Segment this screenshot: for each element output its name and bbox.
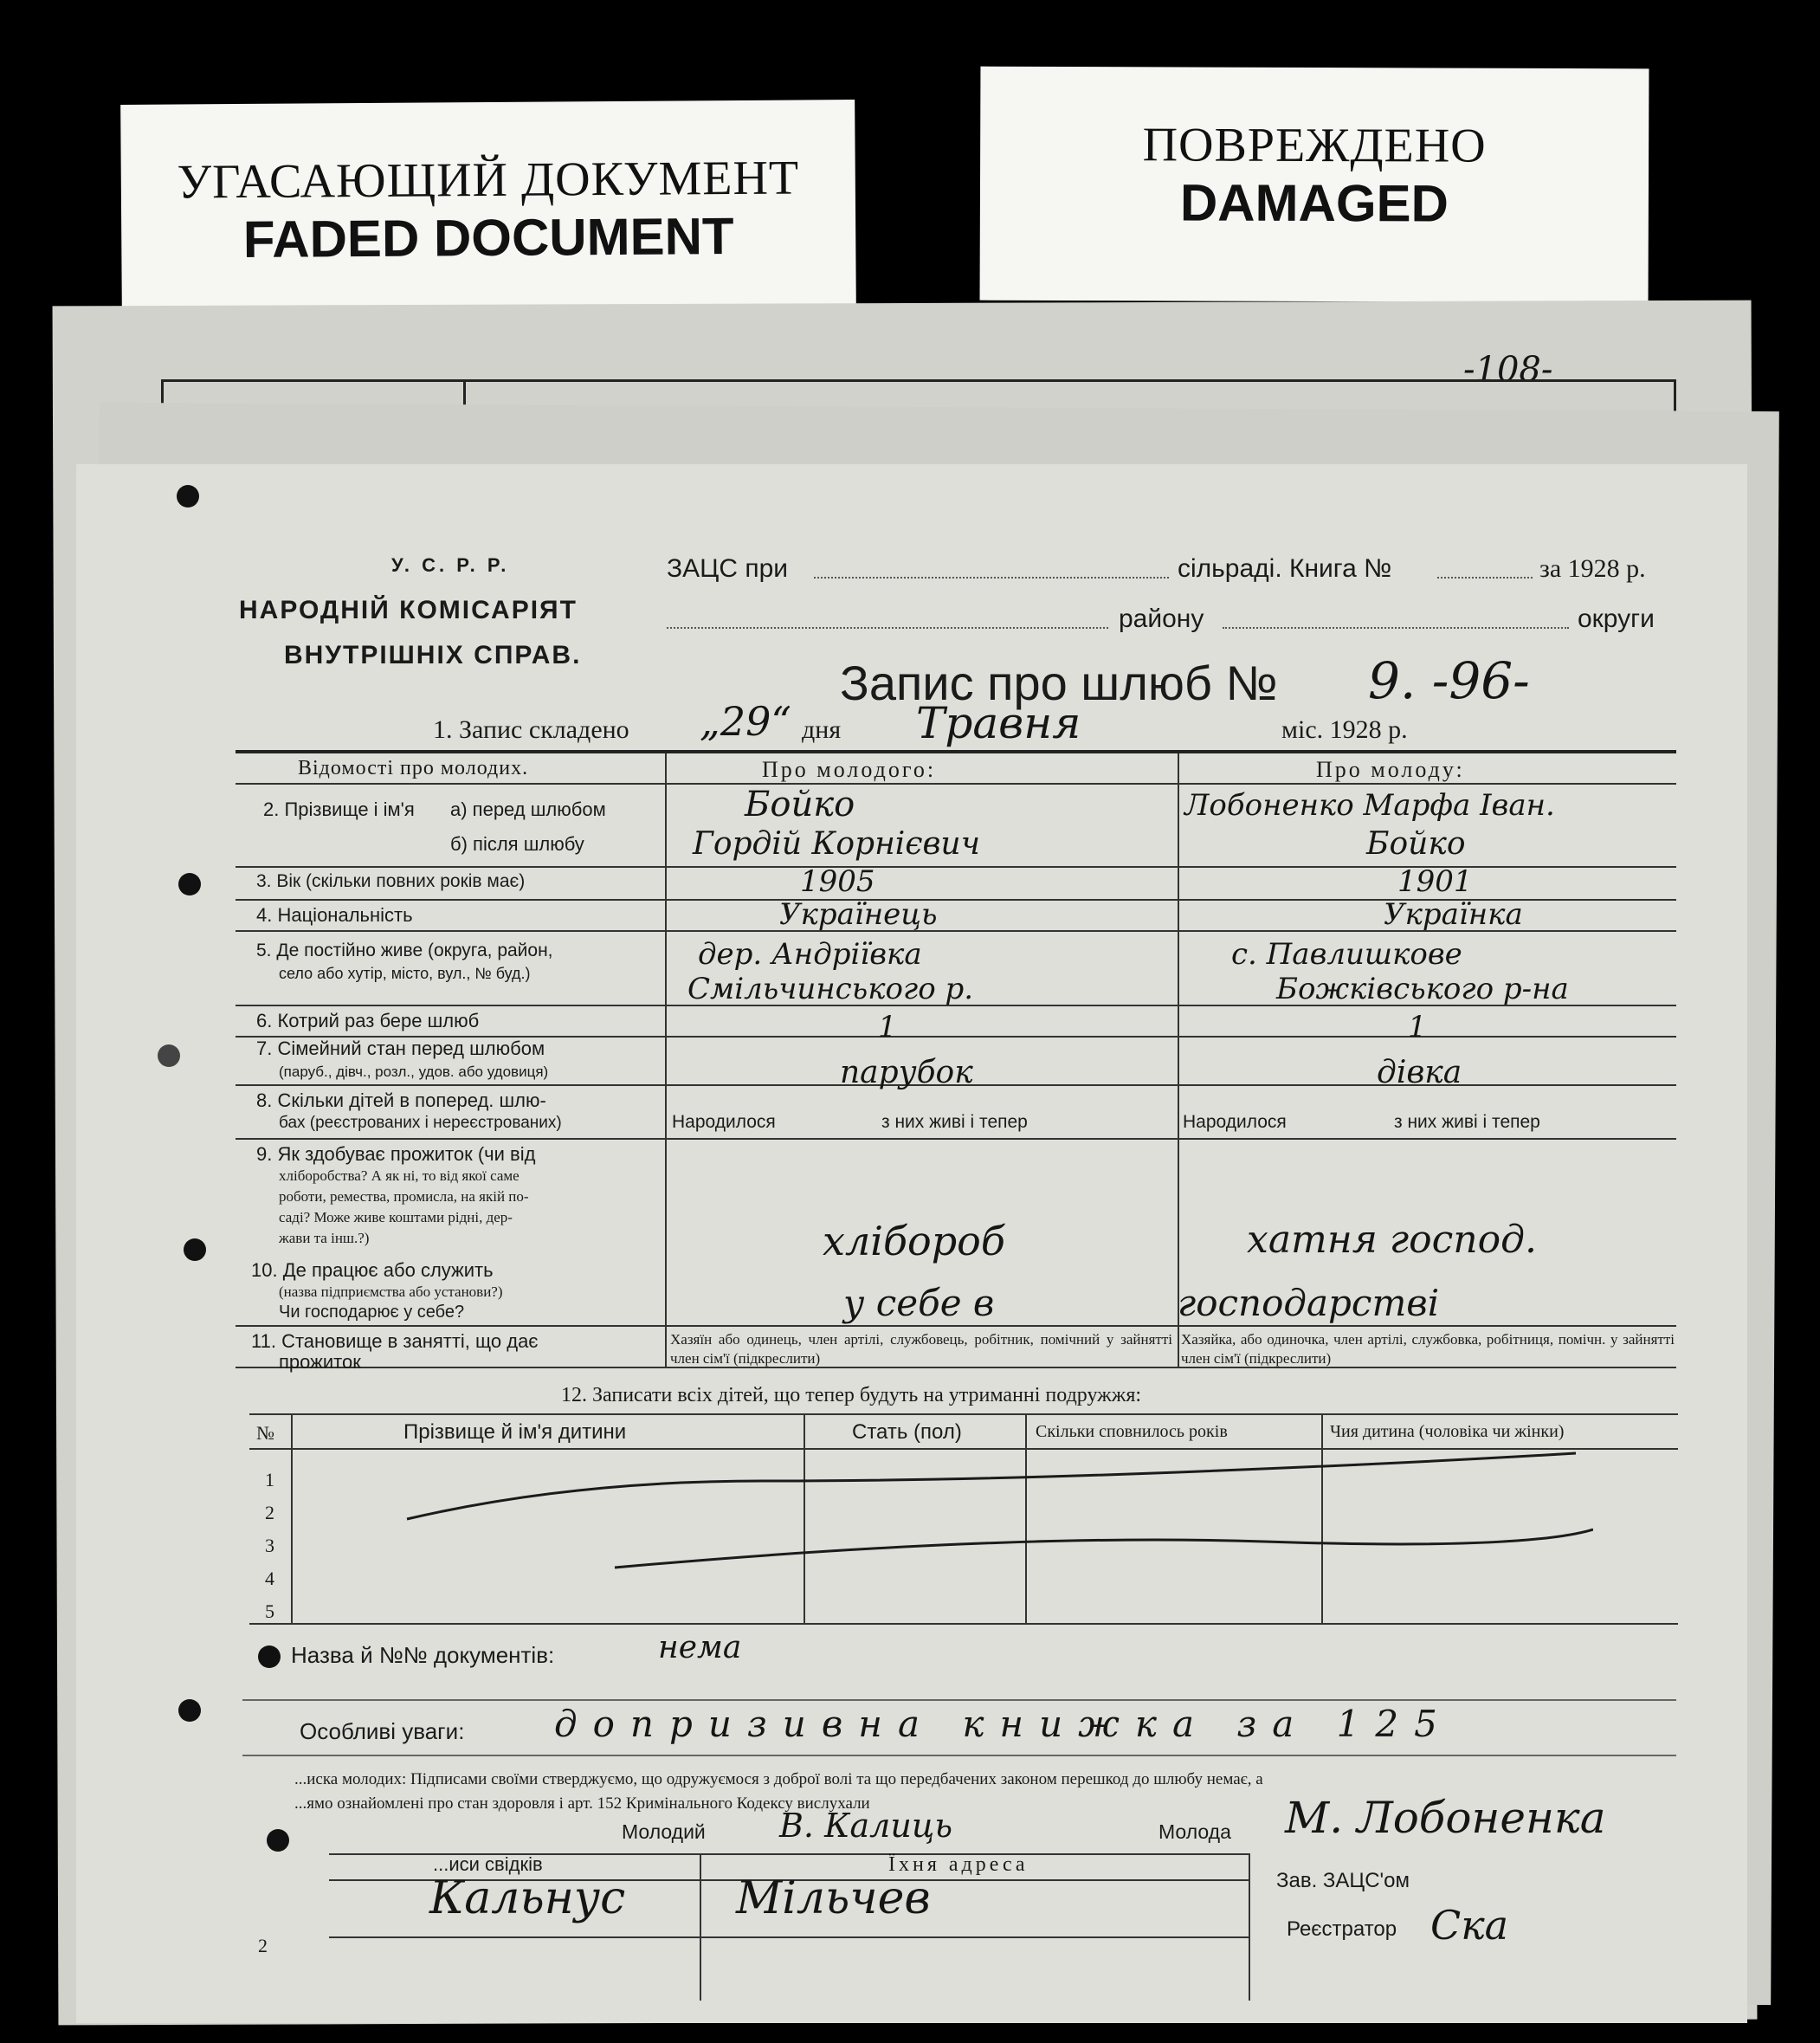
row5-sub: село або хутір, місто, вул., № буд.) bbox=[279, 965, 531, 982]
groom-age: 1905 bbox=[800, 864, 875, 899]
row5-label: 5. Де постійно живе (округа, район, bbox=[256, 941, 553, 960]
damaged-card bbox=[980, 67, 1649, 303]
groom-nationality: Українець bbox=[779, 897, 938, 932]
children-col-whose: Чия дитина (чоловіка чи жінки) bbox=[1330, 1422, 1565, 1441]
bride-occupation-hint: Хазяйка, або одиночка, член артілі, службовка, робітниця, помічн. у зайнятті член сім'ї (підкреслити) bbox=[1181, 1331, 1675, 1367]
witness1-signature: Кальнус bbox=[429, 1872, 626, 1924]
groom-marriage-count: 1 bbox=[878, 1010, 897, 1044]
groom-residence-2: Смільчинського р. bbox=[687, 972, 974, 1006]
bride-surname-before: Лобоненко Марфа Іван. bbox=[1184, 788, 1555, 823]
col-bride-header: Про молоду: bbox=[1316, 757, 1465, 782]
registrar-label: Реєстратор bbox=[1287, 1917, 1397, 1941]
row9-label: 9. Як здобуває прожиток (чи від bbox=[256, 1143, 536, 1165]
groom-livelihood: хлібороб bbox=[823, 1218, 1005, 1264]
declaration-text-1: ...иска молодих: Підписами своїми стверджуємо, що одружуємося з доброї волі та що передбачених законом перешкод до шлюбу немає, а bbox=[294, 1770, 1263, 1788]
damaged-label-en: DAMAGED bbox=[1179, 173, 1449, 233]
bride-alive-label: з них живі і тепер bbox=[1394, 1112, 1540, 1132]
documents-label: Назва й №№ документів: bbox=[291, 1642, 555, 1668]
children-col-name: Прізвище й ім'я дитини bbox=[403, 1420, 627, 1444]
faded-label-ru: УГАСАЮЩИЙ ДОКУМЕНТ bbox=[177, 151, 800, 210]
row3-label: 3. Вік (скільки повних років має) bbox=[256, 871, 526, 891]
row8-label: 8. Скільки дітей в поперед. шлю- bbox=[256, 1089, 546, 1111]
record-title: Запис про шлюб № bbox=[840, 656, 1278, 710]
day-label: дня bbox=[802, 715, 842, 744]
punch-hole bbox=[158, 1044, 180, 1067]
children-strike-lines bbox=[398, 1446, 1593, 1576]
punch-hole bbox=[184, 1238, 206, 1261]
notes-value: допризивна книжка за 125 bbox=[554, 1703, 1453, 1745]
bride-born-label: Народилося bbox=[1183, 1112, 1287, 1132]
groom-residence-1: дер. Андріївка bbox=[698, 937, 922, 972]
for-year-label: за 1928 р. bbox=[1539, 554, 1646, 583]
children-heading: 12. Записати всіх дітей, що тепер будуть на утриманні подружжя: bbox=[561, 1384, 1142, 1406]
zags-prefix: ЗАЦС при bbox=[667, 554, 789, 583]
bride-nationality: Українка bbox=[1384, 897, 1523, 932]
witness-sign-label: ...иси свідків bbox=[433, 1853, 543, 1875]
children-row-no: 4 bbox=[265, 1568, 274, 1589]
registrar-signature: Ска bbox=[1430, 1902, 1509, 1949]
groom-name-after: Гордій Корнієвич bbox=[693, 826, 981, 862]
row6-label: 6. Котрий раз бере шлюб bbox=[256, 1010, 480, 1031]
row11-sub: прожиток bbox=[279, 1351, 361, 1373]
children-row-no: 1 bbox=[265, 1469, 274, 1490]
row9-line5: жави та інш.?) bbox=[279, 1230, 370, 1246]
punch-hole bbox=[267, 1829, 289, 1852]
month-year-label: міс. 1928 р. bbox=[1281, 715, 1408, 744]
punch-hole bbox=[177, 485, 199, 508]
row2-label: 2. Прізвище і ім'я bbox=[263, 798, 415, 820]
bride-name-after: Бойко bbox=[1366, 826, 1466, 862]
row9-line3: роботи, ремества, промисла, на якій по- bbox=[279, 1188, 529, 1205]
row11-label: 11. Становище в занятті, що дає bbox=[251, 1330, 539, 1352]
groom-workplace: у себе в bbox=[843, 1282, 995, 1324]
row8-sub: бах (реєстрованих і нереєстрованих) bbox=[279, 1114, 562, 1132]
row9-line2: хліборобства? А як ні, то від якої саме bbox=[279, 1167, 520, 1184]
bride-sign-label: Молода bbox=[1158, 1820, 1231, 1843]
notes-label: Особливі уваги: bbox=[300, 1718, 465, 1744]
col-groom-header: Про молодого: bbox=[762, 757, 937, 782]
record-number: 9. -96- bbox=[1368, 651, 1530, 710]
row2-after-label: б) після шлюбу bbox=[450, 833, 584, 855]
row4-label: 4. Національність bbox=[256, 904, 413, 926]
punch-hole bbox=[258, 1645, 281, 1668]
groom-occupation-hint: Хазяїн або одинець, член артілі, службовець, робітник, помічний у зайнятті член сім'ї (підкреслити) bbox=[670, 1331, 1172, 1367]
punch-hole bbox=[178, 1699, 201, 1722]
groom-sign-label: Молодий bbox=[622, 1820, 706, 1843]
faded-label-en: FADED DOCUMENT bbox=[242, 207, 734, 268]
faded-document-card bbox=[120, 100, 856, 313]
head-of-zags-label: Зав. ЗАЦС'ом bbox=[1276, 1869, 1410, 1892]
groom-status: парубок bbox=[840, 1055, 973, 1090]
witness-address-label: Їхня адреса bbox=[888, 1853, 1029, 1876]
row10-label: 10. Де працює або служить bbox=[251, 1259, 494, 1281]
row2-before-label: а) перед шлюбом bbox=[450, 798, 606, 820]
bride-marriage-count: 1 bbox=[1408, 1010, 1427, 1044]
children-row-no: 5 bbox=[265, 1600, 274, 1622]
documents-value: нема bbox=[658, 1630, 742, 1665]
internal-affairs-label: ВНУТРІШНІХ СПРАВ. bbox=[284, 641, 582, 669]
children-col-age: Скільки сповнилось років bbox=[1036, 1422, 1228, 1441]
ussr-label: У. С. Р. Р. bbox=[391, 554, 510, 576]
bride-signature: М. Лобоненка bbox=[1285, 1793, 1606, 1843]
village-council-label: сільраді. Книга № bbox=[1178, 554, 1392, 583]
children-col-no: № bbox=[256, 1422, 274, 1444]
row10-sub: (назва підприємства або установи?) bbox=[279, 1283, 503, 1300]
witness1-address: Мільчев bbox=[736, 1872, 931, 1924]
record-made-label: 1. Запис складено bbox=[433, 715, 629, 744]
groom-signature: В. Калиць bbox=[779, 1807, 953, 1845]
record-month: Травня bbox=[916, 698, 1081, 748]
record-day: „29“ bbox=[700, 698, 791, 745]
row10-sub2: Чи господарює у себе? bbox=[279, 1303, 465, 1322]
commissariat-label: НАРОДНІЙ КОМІСАРІЯТ bbox=[239, 596, 578, 624]
bride-livelihood: хатня господ. bbox=[1247, 1218, 1537, 1262]
okrug-label: округи bbox=[1578, 604, 1655, 633]
groom-alive-label: з них живі і тепер bbox=[881, 1112, 1028, 1132]
children-row-no: 2 bbox=[265, 1502, 274, 1523]
row7-sub: (паруб., дівч., розл., удов. або удовиця) bbox=[279, 1064, 549, 1080]
punch-hole bbox=[178, 873, 201, 895]
groom-born-label: Народилося bbox=[672, 1112, 776, 1132]
bride-workplace: господарстві bbox=[1178, 1282, 1440, 1324]
row7-label: 7. Сімейний стан перед шлюбом bbox=[256, 1038, 545, 1059]
bride-residence-2: Божківського р-на bbox=[1276, 972, 1569, 1006]
row9-line4: саді? Може живе коштами рідні, дер- bbox=[279, 1209, 513, 1225]
bride-age: 1901 bbox=[1397, 864, 1473, 899]
bride-residence-1: с. Павлишкове bbox=[1231, 937, 1462, 972]
declaration-text-2: ...ямо ознайомлені про стан здоровля і арт. 152 Кримінального Кодексу вислухали bbox=[294, 1794, 870, 1813]
witness2-no: 2 bbox=[258, 1935, 268, 1956]
damaged-label-ru: ПОВРЕЖДЕНО bbox=[1142, 118, 1487, 173]
back-corner-number: -108- bbox=[1463, 350, 1553, 390]
children-row-no: 3 bbox=[265, 1535, 274, 1556]
groom-surname-before: Бойко bbox=[745, 785, 855, 824]
district-label: району bbox=[1119, 604, 1204, 633]
bride-status: дівка bbox=[1377, 1055, 1462, 1090]
col-info-header: Відомості про молодих. bbox=[298, 757, 529, 779]
children-col-sex: Стать (пол) bbox=[852, 1420, 962, 1444]
